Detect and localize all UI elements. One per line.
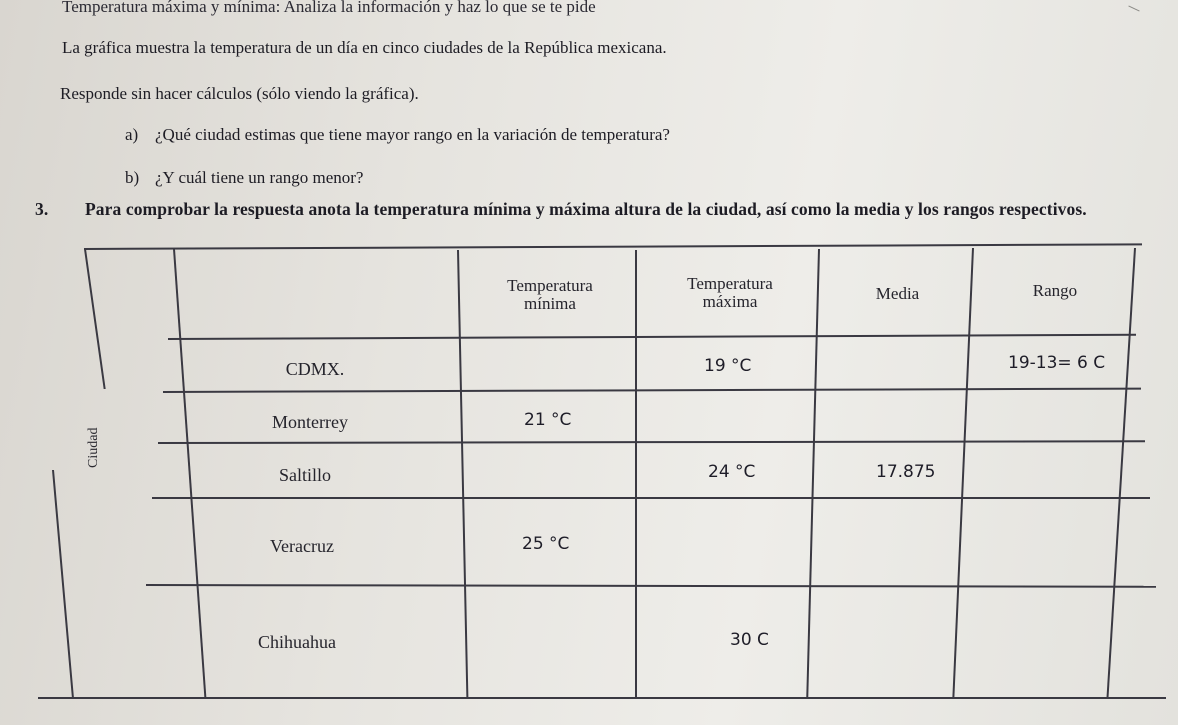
row-line-2	[163, 388, 1141, 393]
table-border-bottom	[38, 697, 1166, 699]
col-line-3	[635, 250, 637, 697]
table-cell-max: 30 C	[730, 630, 769, 650]
row-line-3	[158, 440, 1145, 444]
header-min-line2: mínima	[524, 294, 576, 313]
question-b	[125, 168, 363, 188]
row-line-5	[146, 584, 1156, 588]
table-row-city: Monterrey	[272, 412, 348, 432]
table-cell-max: 19 °C	[704, 356, 752, 376]
table-border-top	[84, 243, 1142, 250]
table-cell-min: 21 °C	[524, 410, 572, 430]
table-row-city: Saltillo	[278, 465, 331, 485]
header-max-line1: Temperatura	[687, 274, 773, 293]
table-cell-range: 19-13= 6 C	[1008, 353, 1106, 373]
city-side-label: Ciudad	[86, 427, 101, 468]
worksheet-title: Temperatura máxima y mínima: Analiza la información y haz lo que se te pide	[62, 0, 596, 16]
instruction-text: Responde sin hacer cálculos (sólo viendo la gráfica).	[60, 84, 419, 103]
intro-text: La gráfica muestra la temperatura de un día en cinco ciudades de la República mexicana.	[62, 38, 667, 57]
table-cell-min: 25 °C	[522, 534, 570, 554]
table-row-city: Veracruz	[270, 536, 334, 556]
header-range: Rango	[1032, 281, 1078, 300]
col-line-2	[457, 250, 468, 697]
item-3-number: 3.	[35, 199, 49, 219]
header-max-temp	[650, 275, 810, 311]
question-a-letter: a)	[125, 125, 139, 144]
table-border-left-lower	[52, 470, 74, 698]
row-line-1	[168, 334, 1136, 340]
col-line-6	[1107, 248, 1136, 697]
item-3	[35, 199, 1087, 219]
question-a	[125, 125, 670, 145]
question-a-text: ¿Qué ciudad estimas que tiene mayor rango en la variación de temperatura?	[155, 125, 670, 144]
header-max-line2: máxima	[702, 292, 758, 311]
table-row-city: CDMX.	[285, 359, 345, 379]
table-border-left	[84, 249, 106, 389]
table-cell-mean: 17.875	[876, 462, 936, 482]
table-row-city: Chihuahua	[258, 632, 336, 652]
table-cell-max: 24 °C	[708, 462, 756, 482]
col-line-4	[806, 249, 820, 697]
header-min-temp	[470, 277, 630, 313]
header-min-line1: Temperatura	[507, 276, 593, 295]
question-b-letter: b)	[125, 168, 140, 187]
row-line-4	[152, 497, 1150, 499]
header-mean: Media	[875, 284, 920, 303]
col-line-5	[952, 248, 974, 697]
question-b-text: ¿Y cuál tiene un rango menor?	[155, 168, 364, 187]
pen-mark	[1128, 6, 1139, 12]
item-3-text: Para comprobar la respuesta anota la temperatura mínima y máxima altura de la ciudad, así como la media y los rangos respectivos.	[85, 199, 1087, 219]
